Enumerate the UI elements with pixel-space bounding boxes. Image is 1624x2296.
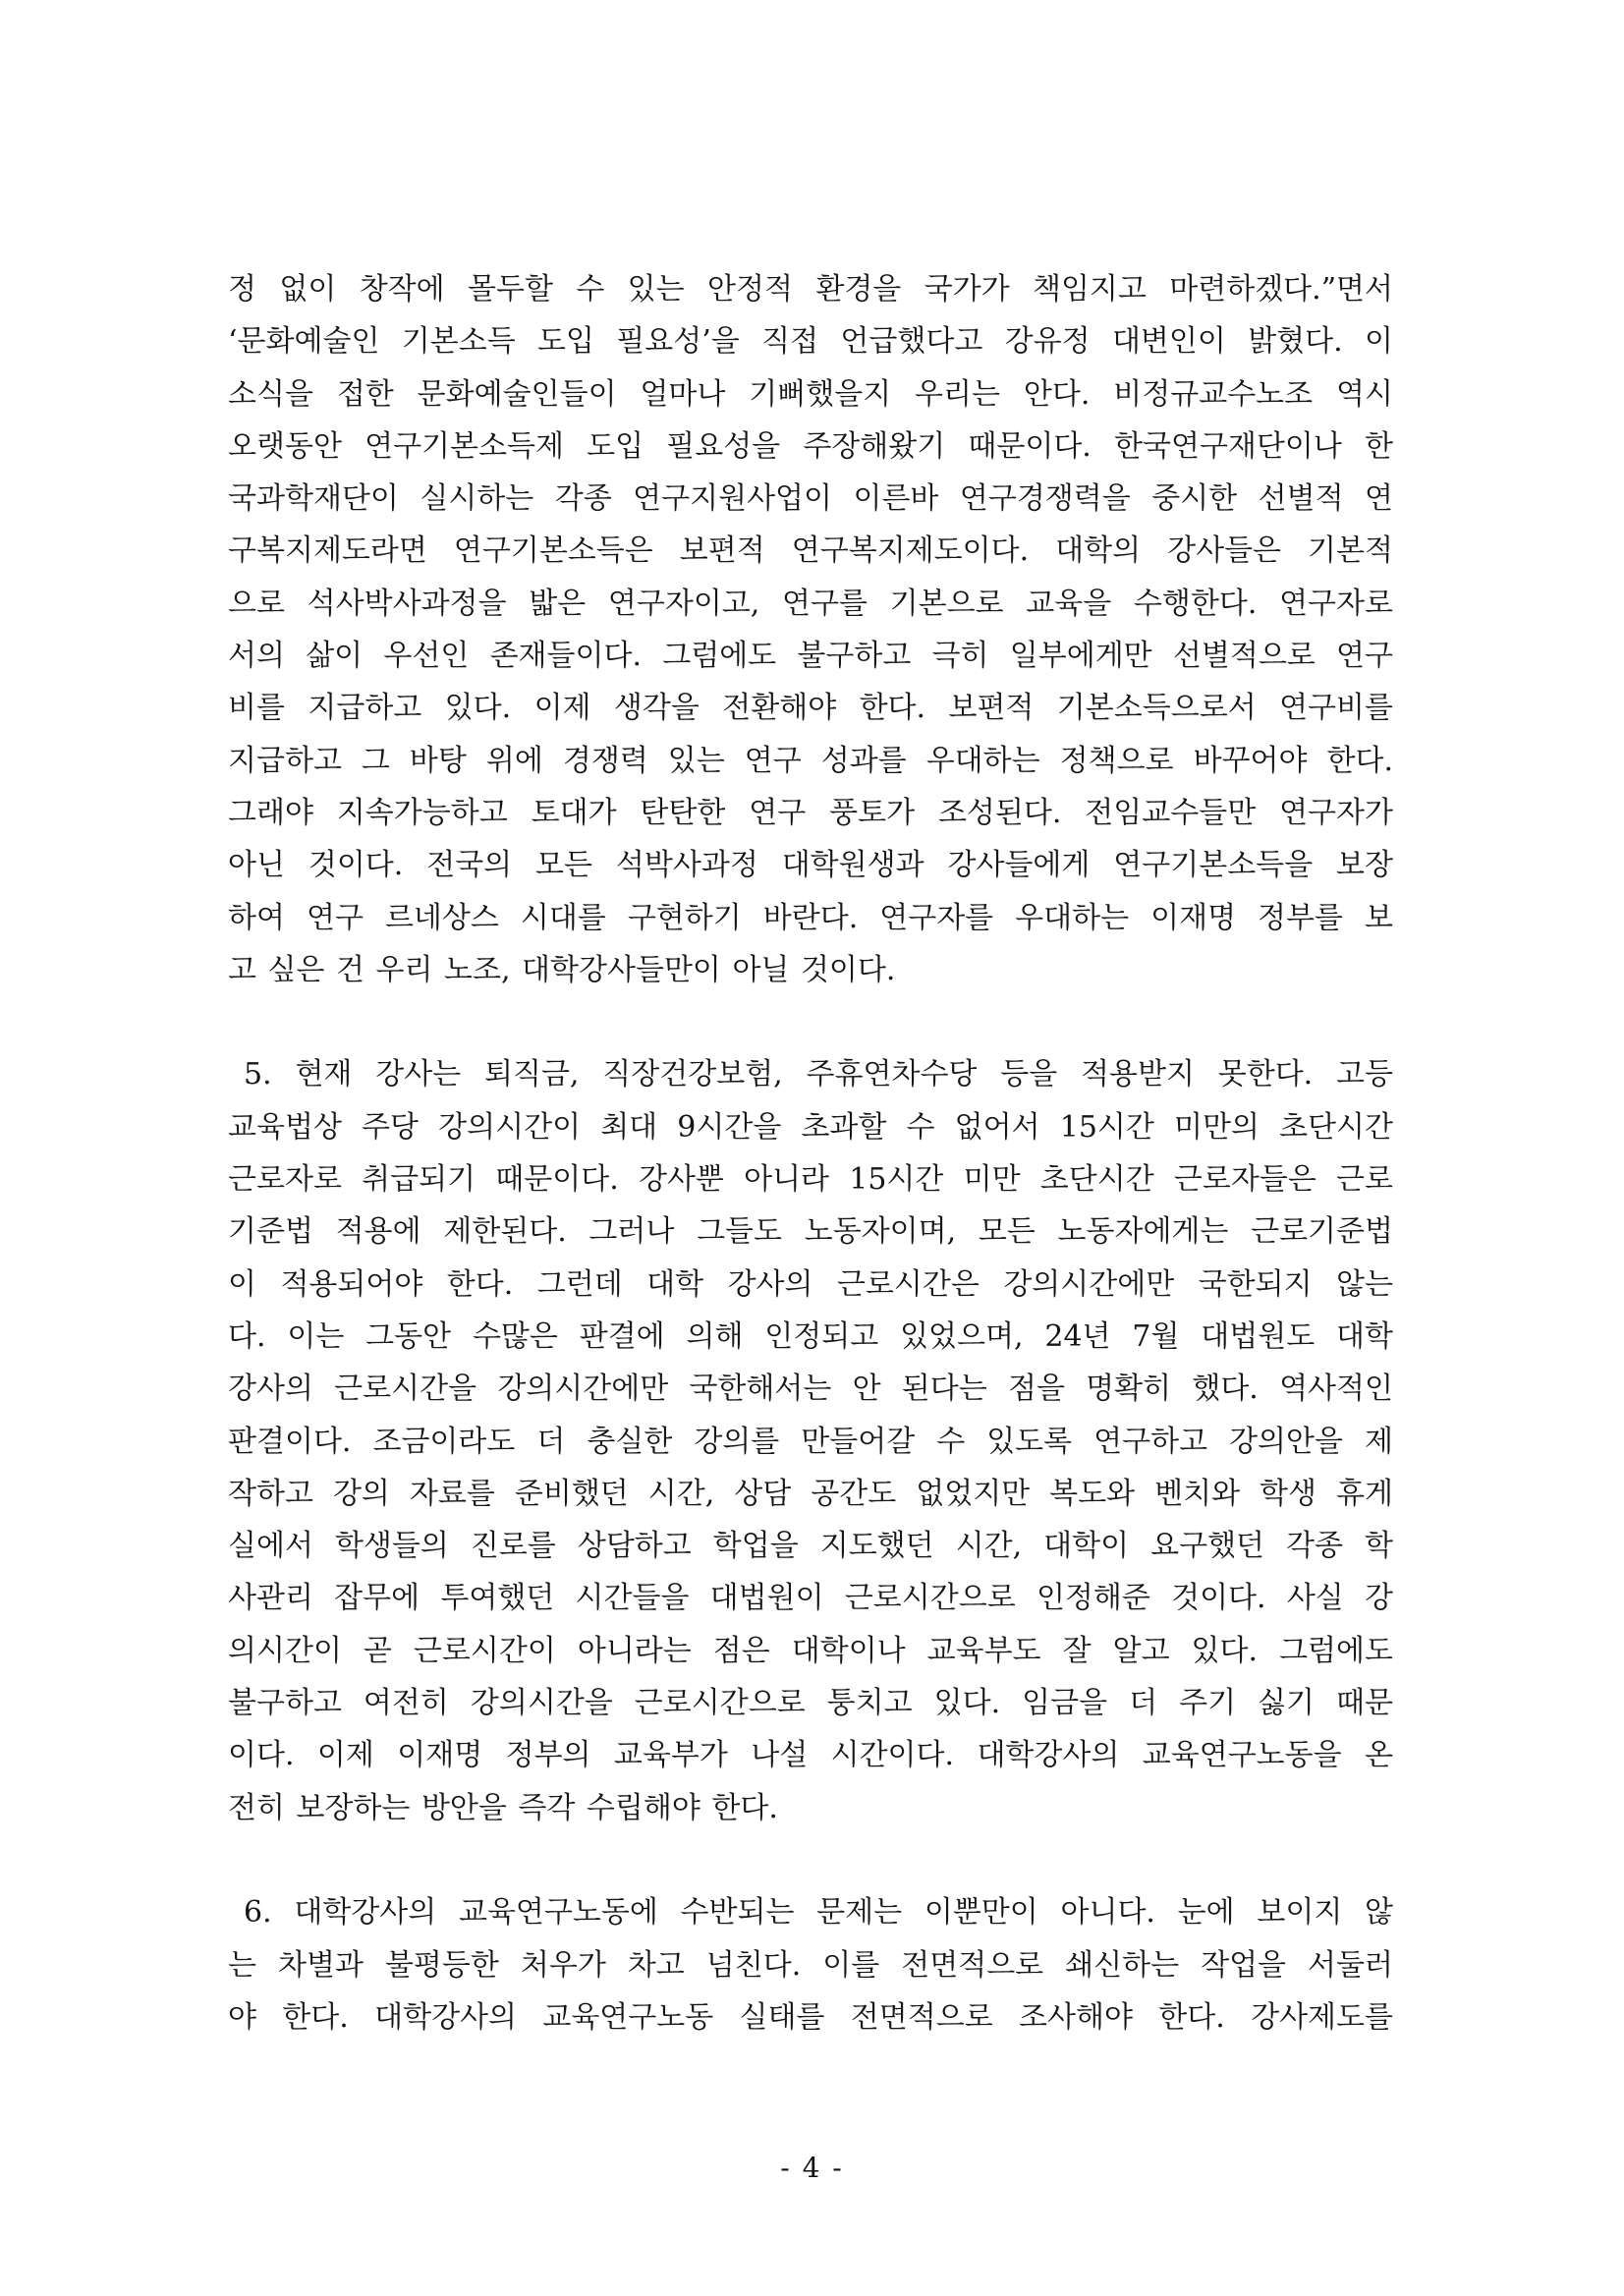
- text-line: 이다. 이제 이재명 정부의 교육부가 나설 시간이다. 대학강사의 교육연구노동을 온: [228, 1738, 1393, 1773]
- paragraph-spacer: [228, 1834, 1393, 1886]
- document-body: [228, 263, 1393, 2044]
- text-line: ‘문화예술인 기본소득 도입 필요성’을 직접 언급했다고 강유정 대변인이 밝혔다. 이: [228, 324, 1393, 360]
- text-line: 교육법상 주당 강의시간이 최대 9시간을 초과할 수 없어서 15시간 미만의 초단시간: [228, 1109, 1393, 1145]
- text-line: 전히 보장하는 방안을 즉각 수립해야 한다.: [228, 1790, 778, 1825]
- text-line: 다. 이는 그동안 수많은 판결에 의해 인정되고 있었으며, 24년 7월 대법원도 대학: [228, 1318, 1393, 1354]
- text-line: 구복지제도라면 연구기본소득은 보편적 연구복지제도이다. 대학의 강사들은 기본적: [228, 533, 1393, 569]
- text-line: 근로자로 취급되기 때문이다. 강사뿐 아니라 15시간 미만 초단시간 근로자들은 근로: [228, 1162, 1393, 1198]
- text-line: 하여 연구 르네상스 시대를 구현하기 바란다. 연구자를 우대하는 이재명 정부를 보: [228, 900, 1393, 935]
- paragraph: [228, 1048, 1393, 1833]
- text-line: 소식을 접한 문화예술인들이 얼마나 기뻐했을지 우리는 안다. 비정규교수노조 역시: [228, 376, 1393, 412]
- text-line: 이 적용되어야 한다. 그런데 대학 강사의 근로시간은 강의시간에만 국한되지 않는: [228, 1266, 1393, 1302]
- text-line: 국과학재단이 실시하는 각종 연구지원사업이 이른바 연구경쟁력을 중시한 선별적 연: [228, 481, 1393, 517]
- text-line: 정 없이 창작에 몰두할 수 있는 안정적 환경을 국가가 책임지고 마련하겠다.”면서: [228, 272, 1393, 307]
- text-line: 의시간이 곧 근로시간이 아니라는 점은 대학이나 교육부도 잘 알고 있다. 그럼에도: [228, 1633, 1393, 1668]
- text-line: 아닌 것이다. 전국의 모든 석박사과정 대학원생과 강사들에게 연구기본소득을 보장: [228, 848, 1393, 883]
- text-line: 작하고 강의 자료를 준비했던 시간, 상담 공간도 없었지만 복도와 벤치와 학생 휴게: [228, 1476, 1393, 1511]
- paragraph-spacer: [228, 996, 1393, 1048]
- text-line: 그래야 지속가능하고 토대가 탄탄한 연구 풍토가 조성된다. 전임교수들만 연구자가: [228, 795, 1393, 830]
- paragraph: [228, 1886, 1393, 2044]
- text-line: 6. 대학강사의 교육연구노동에 수반되는 문제는 이뿐만이 아니다. 눈에 보이지 않: [244, 1895, 1393, 1931]
- text-line: 고 싶은 건 우리 노조, 대학강사들만이 아닐 것이다.: [228, 952, 896, 987]
- text-line: 불구하고 여전히 강의시간을 근로시간으로 퉁치고 있다. 임금을 더 주기 싫기 때문: [228, 1686, 1393, 1721]
- text-line: 는 차별과 불평등한 처우가 차고 넘친다. 이를 전면적으로 쇄신하는 작업을 서둘러: [228, 1947, 1393, 1983]
- text-line: 비를 지급하고 있다. 이제 생각을 전환해야 한다. 보편적 기본소득으로서 연구비를: [228, 691, 1393, 726]
- paragraph: [228, 263, 1393, 996]
- text-line: 지급하고 그 바탕 위에 경쟁력 있는 연구 성과를 우대하는 정책으로 바꾸어야 한다.: [228, 743, 1393, 778]
- text-line: 기준법 적용에 제한된다. 그러나 그들도 노동자이며, 모든 노동자에게는 근로기준법: [228, 1214, 1393, 1250]
- text-line: 서의 삶이 우선인 존재들이다. 그럼에도 불구하고 극히 일부에게만 선별적으로 연구: [228, 639, 1393, 674]
- text-line: 사관리 잡무에 투여했던 시간들을 대법원이 근로시간으로 인정해준 것이다. 사실 강: [228, 1581, 1393, 1616]
- text-line: 5. 현재 강사는 퇴직금, 직장건강보험, 주휴연차수당 등을 적용받지 못한다. 고등: [244, 1057, 1393, 1092]
- text-line: 야 한다. 대학강사의 교육연구노동 실태를 전면적으로 조사해야 한다. 강사제도를: [228, 1999, 1393, 2035]
- page-number: - 4 -: [780, 2152, 844, 2184]
- text-line: 판결이다. 조금이라도 더 충실한 강의를 만들어갈 수 있도록 연구하고 강의안을 제: [228, 1424, 1393, 1459]
- text-line: 실에서 학생들의 진로를 상담하고 학업을 지도했던 시간, 대학이 요구했던 각종 학: [228, 1529, 1393, 1564]
- text-line: 오랫동안 연구기본소득제 도입 필요성을 주장해왔기 때문이다. 한국연구재단이나 한: [228, 428, 1393, 464]
- text-line: 강사의 근로시간을 강의시간에만 국한해서는 안 된다는 점을 명확히 했다. 역사적인: [228, 1372, 1393, 1407]
- text-line: 으로 석사박사과정을 밟은 연구자이고, 연구를 기본으로 교육을 수행한다. 연구자로: [228, 586, 1393, 621]
